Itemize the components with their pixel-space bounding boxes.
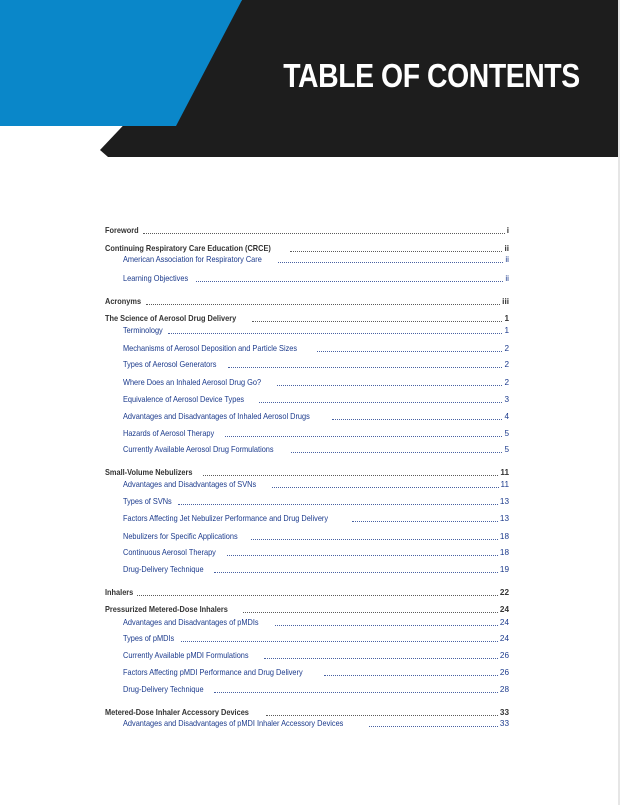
toc-dot-leader (203, 475, 498, 476)
toc-dot-leader (277, 385, 502, 386)
toc-dot-leader (275, 625, 498, 626)
toc-subsection-entry[interactable] (105, 324, 509, 336)
toc-subsection-entry[interactable] (105, 342, 509, 354)
toc-dot-leader (168, 333, 502, 334)
toc-entry-label: Drug-Delivery Technique (123, 685, 204, 694)
toc-page-number: 5 (504, 445, 509, 454)
toc-page-number: 19 (499, 565, 509, 574)
toc-section-entry[interactable] (105, 466, 509, 478)
toc-entry-label: Types of SVNs (123, 497, 172, 506)
toc-entry-label: Hazards of Aerosol Therapy (123, 429, 215, 438)
toc-dot-leader (252, 321, 503, 322)
toc-entry-label: The Science of Aerosol Drug Delivery (105, 314, 237, 323)
toc-entry-label: Advantages and Disadvantages of pMDIs (123, 618, 259, 627)
toc-page-number: 2 (504, 360, 509, 369)
toc-entry-label: Where Does an Inhaled Aerosol Drug Go? (123, 378, 262, 387)
toc-subsection-entry[interactable] (105, 443, 509, 455)
toc-dot-leader (181, 641, 498, 642)
toc-page-number: 13 (499, 514, 509, 523)
toc-entry-label: Continuous Aerosol Therapy (123, 548, 216, 557)
toc-dot-leader (214, 692, 498, 693)
toc-page-number: 4 (504, 412, 509, 421)
toc-page-number: 1 (504, 314, 509, 323)
toc-page-number: 18 (499, 548, 509, 557)
toc-dot-leader (225, 436, 502, 437)
toc-page-number: 1 (504, 326, 509, 335)
toc-dot-leader (137, 595, 497, 596)
toc-dot-leader (196, 281, 503, 282)
toc-section-entry[interactable] (105, 586, 509, 598)
toc-section-entry[interactable] (105, 603, 509, 615)
toc-dot-leader (178, 504, 498, 505)
toc-subsection-entry[interactable] (105, 512, 509, 524)
toc-entry-label: Foreword (105, 226, 139, 235)
toc-page-number: 26 (499, 651, 509, 660)
toc-page-number: 11 (500, 468, 509, 477)
toc-entry-label: Types of Aerosol Generators (123, 360, 217, 369)
toc-section-entry[interactable] (105, 312, 509, 324)
toc-page-number: 18 (499, 532, 509, 541)
toc-dot-leader (332, 419, 503, 420)
toc-entry-label: Drug-Delivery Technique (123, 565, 204, 574)
toc-entry-label: Advantages and Disadvantages of SVNs (123, 480, 257, 489)
toc-subsection-entry[interactable] (105, 376, 509, 388)
toc-dot-leader (264, 658, 498, 659)
toc-subsection-entry[interactable] (105, 530, 509, 542)
toc-page-number: i (506, 226, 509, 235)
toc-entry-label: Metered-Dose Inhaler Accessory Devices (105, 708, 249, 717)
toc-subsection-entry[interactable] (105, 495, 509, 507)
toc-dot-leader (243, 612, 498, 613)
toc-page-number: 2 (504, 378, 509, 387)
toc-entry-label: Terminology (123, 326, 163, 335)
toc-entry-label: Mechanisms of Aerosol Deposition and Particle Sizes (123, 344, 298, 353)
toc-dot-leader (352, 521, 498, 522)
toc-page-number: 33 (499, 708, 509, 717)
toc-section-entry[interactable] (105, 295, 509, 307)
toc-page-number: ii (504, 244, 509, 253)
toc-subsection-entry[interactable] (105, 478, 509, 490)
toc-dot-leader (228, 367, 503, 368)
toc-section-entry[interactable] (105, 224, 509, 236)
toc-dot-leader (291, 452, 502, 453)
toc-dot-leader (317, 351, 502, 352)
toc-entry-label: Factors Affecting pMDI Performance and Drug Delivery (123, 668, 303, 677)
toc-dot-leader (272, 487, 499, 488)
toc-entry-label: Advantages and Disadvantages of pMDI Inhaler Accessory Devices (123, 719, 344, 728)
toc-dot-leader (214, 572, 498, 573)
toc-entry-label: Equivalence of Aerosol Device Types (123, 395, 245, 404)
toc-page-number: 2 (504, 344, 509, 353)
toc-dot-leader (146, 304, 500, 305)
toc-page-number: ii (505, 274, 509, 283)
toc-dot-leader (278, 262, 503, 263)
toc-page-number: 33 (499, 719, 509, 728)
toc-subsection-entry[interactable] (105, 253, 509, 265)
toc-subsection-entry[interactable] (105, 410, 509, 422)
toc-entry-label: Types of pMDIs (123, 634, 175, 643)
toc-dot-leader (227, 555, 498, 556)
toc-subsection-entry[interactable] (105, 358, 509, 370)
toc-subsection-entry[interactable] (105, 649, 509, 661)
toc-subsection-entry[interactable] (105, 272, 509, 284)
toc-subsection-entry[interactable] (105, 427, 509, 439)
toc-page-number: 28 (499, 685, 509, 694)
toc-dot-leader (143, 233, 504, 234)
toc-page-number: 3 (504, 395, 509, 404)
toc-dot-leader (266, 715, 498, 716)
toc-dot-leader (251, 539, 497, 540)
toc-subsection-entry[interactable] (105, 666, 509, 678)
toc-page-number: 5 (504, 429, 509, 438)
toc-page-number: 26 (499, 668, 509, 677)
toc-entry-label: Pressurized Metered-Dose Inhalers (105, 605, 228, 614)
toc-page-number: ii (505, 255, 509, 264)
toc-entry-label: American Association for Respiratory Care (123, 255, 262, 264)
toc-entry-label: Nebulizers for Specific Applications (123, 532, 238, 541)
toc-entry-label: Factors Affecting Jet Nebulizer Performance and Drug Delivery (123, 514, 329, 523)
toc-page-number: 22 (499, 588, 509, 597)
toc-entry-label: Advantages and Disadvantages of Inhaled Aerosol Drugs (123, 412, 310, 421)
toc-subsection-entry[interactable] (105, 393, 509, 405)
toc-page-number: 24 (499, 605, 509, 614)
toc-subsection-entry[interactable] (105, 632, 509, 644)
toc-page-number: 11 (500, 480, 509, 489)
toc-page-number: iii (502, 297, 509, 306)
toc-entry-label: Learning Objectives (123, 274, 189, 283)
toc-entry-label: Inhalers (105, 588, 134, 597)
toc-entry-label: Small-Volume Nebulizers (105, 468, 193, 477)
toc-entry-label: Currently Available pMDI Formulations (123, 651, 249, 660)
toc-subsection-entry[interactable] (105, 546, 509, 558)
toc-page-number: 24 (499, 634, 509, 643)
toc-dot-leader (259, 402, 503, 403)
toc-subsection-entry[interactable] (105, 683, 509, 695)
toc-page-number: 24 (499, 618, 509, 627)
toc-dot-leader (369, 726, 498, 727)
toc-entry-label: Continuing Respiratory Care Education (CRCE) (105, 244, 271, 253)
toc-subsection-entry[interactable] (105, 563, 509, 575)
toc-entry-label: Acronyms (105, 297, 142, 306)
toc-subsection-entry[interactable] (105, 717, 509, 729)
page-title: TABLE OF CONTENTS (283, 57, 580, 94)
toc-page-number: 13 (499, 497, 509, 506)
toc-dot-leader (324, 675, 498, 676)
toc-entry-label: Currently Available Aerosol Drug Formulations (123, 445, 274, 454)
toc-dot-leader (290, 251, 502, 252)
toc-subsection-entry[interactable] (105, 616, 509, 628)
